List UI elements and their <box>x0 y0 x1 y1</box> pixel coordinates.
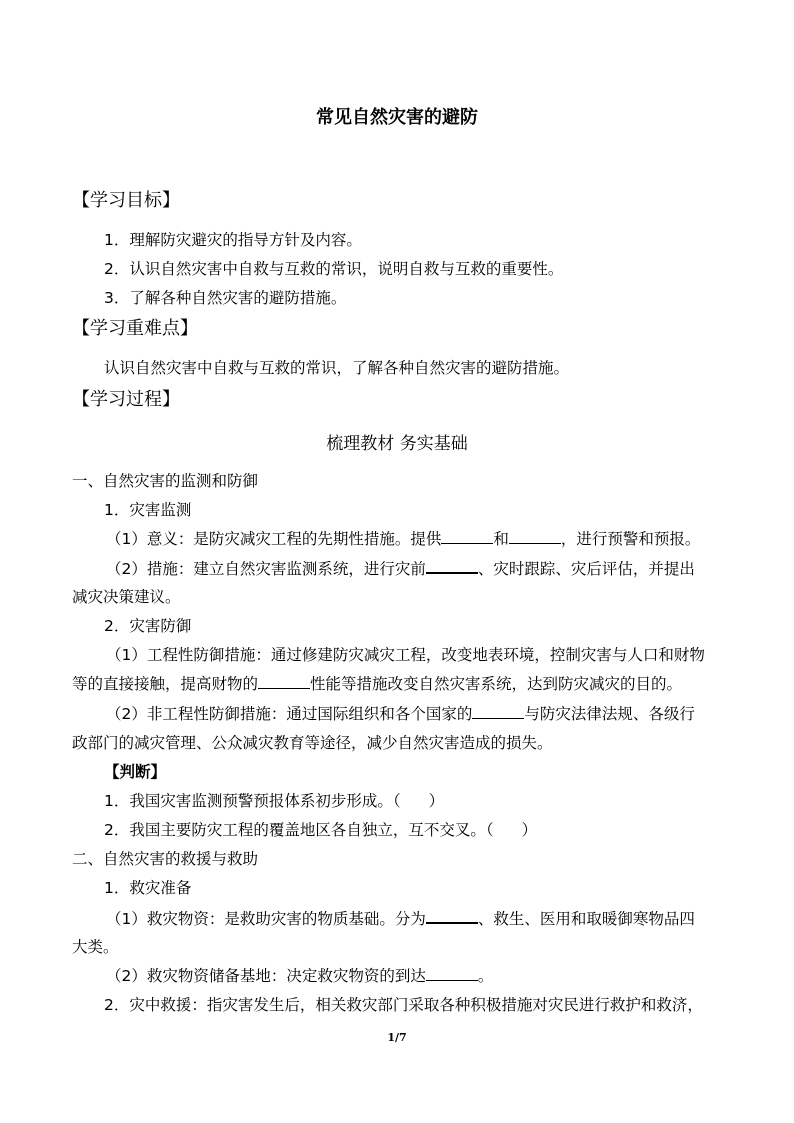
text-run: （2）措施：建立自然灾害监测系统，进行灾前 <box>106 560 426 578</box>
judge-item-1 <box>104 791 444 811</box>
part1-p3-cont <box>72 674 682 694</box>
objectives-heading: 【学习目标】 <box>72 190 180 211</box>
fill-blank[interactable] <box>441 529 493 544</box>
process-subheading: 梳理教材 务实基础 <box>326 434 468 454</box>
text-run: ，进行预警和预报。 <box>560 530 701 548</box>
part1-p4 <box>106 704 695 724</box>
text-run: 、灾时跟踪、灾后评估，并提出 <box>477 560 695 578</box>
text-run: 。 <box>477 967 494 985</box>
part1-item1: 1．灾害监测 <box>104 501 192 519</box>
text-run: （2）救灾物资储备基地：决定救灾物资的到达 <box>106 967 426 985</box>
text-run: ） <box>428 792 445 810</box>
text-run: （2）非工程性防御措施：通过国际组织和各个国家的 <box>106 705 473 723</box>
part2-heading: 二、自然灾害的救援与救助 <box>72 850 259 868</box>
objective-item: 2．认识自然灾害中自救与互救的常识，说明自救与互救的重要性。 <box>104 260 564 278</box>
text-run: 1．我国灾害监测预警预报体系初步形成。（ <box>104 792 401 810</box>
judge-heading: 【判断】 <box>104 763 167 781</box>
text-run: 和 <box>493 530 509 548</box>
page-title: 常见自然灾害的避防 <box>316 107 478 128</box>
text-run: （1）意义：是防灾减灾工程的先期性措施。提供 <box>106 530 442 548</box>
part1-item2: 2．灾害防御 <box>104 617 192 635</box>
fill-blank[interactable] <box>426 966 478 981</box>
text-run: ） <box>521 821 538 839</box>
text-run: 等的直接接触，提高财物的 <box>72 675 259 693</box>
fill-blank[interactable] <box>472 704 524 719</box>
fill-blank[interactable] <box>426 908 478 924</box>
judge-item-2 <box>104 820 537 840</box>
process-heading: 【学习过程】 <box>72 389 180 410</box>
part2-p1-cont: 大类。 <box>72 938 119 956</box>
objective-item: 1．理解防灾避灾的指导方针及内容。 <box>104 231 362 249</box>
part1-heading: 一、自然灾害的监测和防御 <box>72 472 259 490</box>
part1-p1 <box>106 529 700 549</box>
part1-p3: （1）工程性防御措施：通过修建防灾减灾工程，改变地表环境，控制灾害与人口和财物 <box>106 646 705 664</box>
part1-p2 <box>106 558 695 579</box>
page-number: 1/7 <box>387 1031 407 1044</box>
fill-blank[interactable] <box>426 558 478 574</box>
text-run: （1）救灾物资：是救助灾害的物质基础。分为 <box>106 910 426 928</box>
text-run: 2．我国主要防灾工程的覆盖地区各自独立，互不交叉。（ <box>104 821 494 839</box>
fill-blank[interactable] <box>509 529 561 544</box>
text-run: 与防灾法律法规、各级行 <box>524 705 695 723</box>
part2-item2: 2．灾中救援：指灾害发生后，相关救灾部门采取各种积极措施对灾民进行救护和救济， <box>104 996 703 1014</box>
part1-p2-cont: 减灾决策建议。 <box>72 588 181 606</box>
text-run: 性能等措施改变自然灾害系统，达到防灾减灾的目的。 <box>310 675 683 693</box>
part1-p4-cont: 政部门的减灾管理、公众减灾教育等途径，减少自然灾害造成的损失。 <box>72 734 553 752</box>
objective-item: 3．了解各种自然灾害的避防措施。 <box>104 289 347 307</box>
key-points-heading: 【学习重难点】 <box>72 318 198 339</box>
part2-p1 <box>106 908 695 929</box>
part2-p2 <box>106 966 493 986</box>
part2-item1: 1．救灾准备 <box>104 879 192 897</box>
key-points-text: 认识自然灾害中自救与互救的常识，了解各种自然灾害的避防措施。 <box>104 359 570 377</box>
text-run: 、救生、医用和取暖御寒物品四 <box>477 910 695 928</box>
fill-blank[interactable] <box>258 674 310 689</box>
